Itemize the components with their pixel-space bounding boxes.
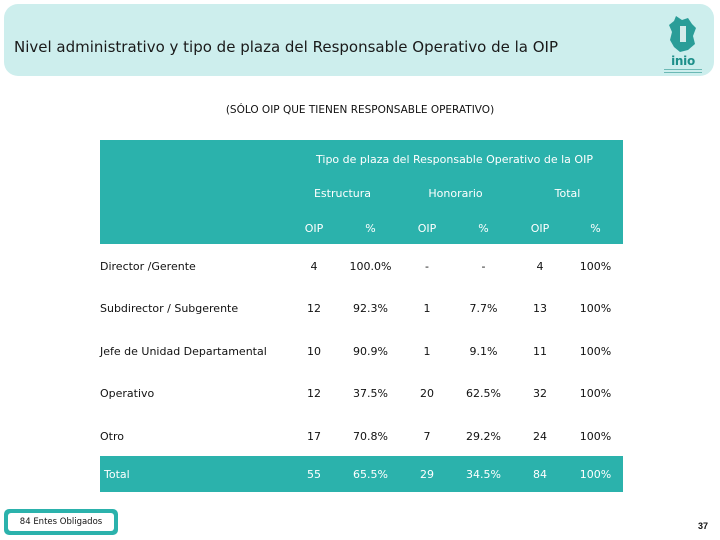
subheader: OIP [304, 222, 324, 235]
table-cell: 12 [307, 387, 321, 400]
page-title: Nivel administrativo y tipo de plaza del Responsable Operativo de la OIP [14, 38, 558, 56]
table-cell: 37.5% [353, 387, 388, 400]
logo-wordmark: inio [671, 54, 695, 68]
table-cell: - [481, 260, 486, 273]
table-cell: 100% [579, 387, 612, 400]
category-header-estructura: Estructura [313, 187, 372, 200]
table-cell: 55 [307, 468, 321, 481]
table-cell: 4 [310, 260, 318, 273]
category-header-honorario: Honorario [428, 187, 483, 200]
institution-logo [658, 14, 708, 74]
table-subtitle: (SÓLO OIP QUE TIENEN RESPONSABLE OPERATIVO) [225, 104, 495, 116]
city-map-icon [658, 14, 708, 54]
row-label: Director /Gerente [100, 260, 196, 273]
table-cell: 29 [420, 468, 434, 481]
table-cell: - [425, 260, 429, 273]
table-cell: 92.3% [353, 302, 388, 315]
title-bar [4, 4, 714, 76]
table-cell: 100% [579, 260, 612, 273]
table-cell: 11 [533, 345, 547, 358]
row-label: Otro [100, 430, 124, 443]
table-cell: 100% [579, 468, 612, 481]
subheader: OIP [530, 222, 550, 235]
table-cell: 29.2% [466, 430, 501, 443]
row-label: Jefe de Unidad Departamental [100, 345, 267, 358]
table-cell: 32 [533, 387, 547, 400]
table-cell: 70.8% [353, 430, 388, 443]
table-cell: 7 [423, 430, 431, 443]
table-cell: 34.5% [466, 468, 501, 481]
table-cell: 65.5% [353, 468, 388, 481]
table-cell: 100.0% [349, 260, 392, 273]
group-header: Tipo de plaza del Responsable Operativo de la OIP [316, 153, 593, 166]
entities-badge [4, 509, 118, 535]
row-label: Operativo [100, 387, 155, 400]
table-cell: 13 [533, 302, 547, 315]
row-label: Subdirector / Subgerente [100, 302, 239, 315]
table-cell: 1 [423, 345, 431, 358]
logo-fine-line [664, 72, 702, 73]
subheader: % [365, 222, 376, 235]
entities-badge-label: 84 Entes Obligados [8, 513, 114, 531]
table-cell: 7.7% [469, 302, 498, 315]
table-cell: 90.9% [353, 345, 388, 358]
table-cell: 12 [307, 302, 321, 315]
subheader: % [478, 222, 489, 235]
table-cell: 84 [533, 468, 547, 481]
table-cell: 100% [579, 302, 612, 315]
table-cell: 100% [579, 430, 612, 443]
page-number: 37 [697, 521, 708, 531]
row-label: Total [104, 468, 130, 481]
table-cell: 17 [307, 430, 321, 443]
table-cell: 62.5% [466, 387, 501, 400]
table-cell: 10 [307, 345, 321, 358]
category-header-total: Total [554, 187, 581, 200]
subheader: OIP [417, 222, 437, 235]
table-cell: 20 [420, 387, 434, 400]
table-cell: 100% [579, 345, 612, 358]
table-cell: 9.1% [469, 345, 498, 358]
table-cell: 24 [533, 430, 547, 443]
logo-fine-line [664, 69, 702, 70]
table-cell: 1 [423, 302, 431, 315]
subheader: % [590, 222, 601, 235]
table-cell: 4 [536, 260, 544, 273]
